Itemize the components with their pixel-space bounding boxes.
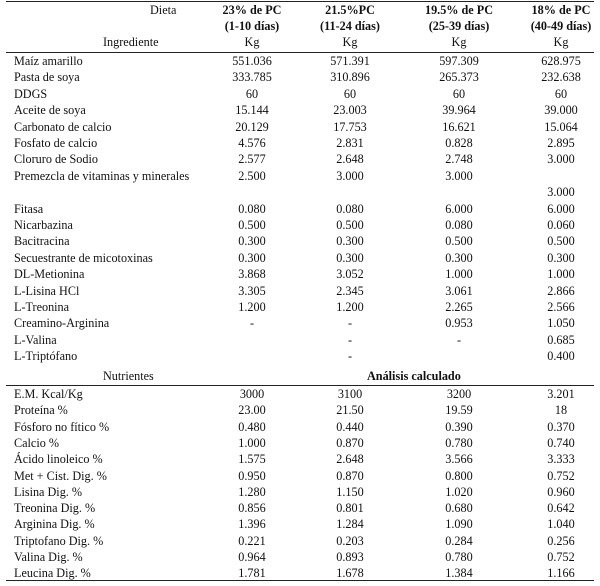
cell-col2: 310.896 <box>330 70 370 85</box>
cell-col2: 0.203 <box>336 533 364 548</box>
row-label: Cloruro de Sodio <box>14 152 98 167</box>
row-label: Ácido linoleico % <box>14 452 103 467</box>
cell-col2: 3100 <box>337 387 363 401</box>
row-label: Maíz amarillo <box>14 54 83 68</box>
cell-col4: 1.050 <box>547 316 575 331</box>
cell-col4: 39.000 <box>544 103 578 118</box>
nutrient-row <box>0 516 600 532</box>
col3-title: 19.5% de PC <box>424 3 494 17</box>
nutrients-label: Nutrientes <box>103 369 154 383</box>
cell-col2: 21.50 <box>336 403 364 418</box>
cell-col2: 2.831 <box>336 136 364 150</box>
row-label: Premezcla de vitaminas y minerales <box>14 168 190 183</box>
cell-col4: 2.895 <box>547 136 575 150</box>
cell-col1: 1.200 <box>238 300 266 314</box>
cell-col4: 232.638 <box>541 70 581 85</box>
col1-title: 23% de PC <box>222 3 282 17</box>
cell-col3: 0.500 <box>445 234 473 249</box>
cell-col3: 39.964 <box>442 103 476 118</box>
cell-col3: 1.000 <box>445 267 473 282</box>
ingredient-row <box>0 86 600 102</box>
cell-col3: 265.373 <box>439 70 479 85</box>
cell-col1: 20.129 <box>235 119 269 134</box>
cell-col4: 0.500 <box>547 234 575 249</box>
row-label: Leucina Dig. % <box>14 566 91 581</box>
cell-col3: 0.953 <box>445 316 473 331</box>
ingrediente-label: Ingrediente <box>103 35 159 49</box>
cell-col3: 597.309 <box>439 54 479 68</box>
cell-col4: 0.256 <box>547 533 575 548</box>
cell-col3: 0.680 <box>445 501 473 516</box>
cell-col4: 18 <box>554 403 568 418</box>
cell-col4: 3.000 <box>547 185 575 200</box>
ingredient-row <box>0 233 600 249</box>
cell-col1: 1.781 <box>238 566 266 581</box>
row-label: Met + Cist. Dig. % <box>14 468 107 483</box>
cell-col4: 2.566 <box>547 300 575 314</box>
cell-col1: 0.080 <box>238 201 266 216</box>
cell-col4: 1.040 <box>547 517 575 532</box>
cell-col2: 2.648 <box>336 152 364 167</box>
cell-col2: 1.284 <box>336 517 364 532</box>
col4-unit: Kg <box>553 35 569 49</box>
col3-range: (25-39 días) <box>428 19 490 33</box>
cell-col3: 0.780 <box>445 435 473 450</box>
ingredient-row <box>0 184 600 200</box>
cell-col3: 0.780 <box>445 550 473 564</box>
cell-col2: 1.200 <box>336 300 364 314</box>
cell-col2: 60 <box>343 86 357 101</box>
row-label: Valina Dig. % <box>14 550 83 564</box>
cell-col2: 3.052 <box>336 267 364 282</box>
cell-col4: 0.370 <box>547 419 575 434</box>
nutrient-row <box>0 500 600 516</box>
cell-col1: 1.000 <box>238 435 266 450</box>
row-label: Fitasa <box>14 201 44 216</box>
cell-col3: 60 <box>452 86 466 101</box>
nutrient-row <box>0 402 600 418</box>
cell-col4: 0.740 <box>547 435 575 450</box>
ingredient-row <box>0 168 600 184</box>
cell-col4: 0.642 <box>547 501 575 516</box>
cell-col3: - <box>456 332 462 347</box>
cell-col1: 1.396 <box>238 517 266 532</box>
cell-col3: 3.061 <box>445 283 473 298</box>
cell-col4: 3.201 <box>547 387 575 401</box>
cell-col2: 0.080 <box>336 201 364 216</box>
row-label: L-Lisina HCl <box>14 283 80 298</box>
cell-col4: 0.752 <box>547 468 575 483</box>
cell-col4: 3.000 <box>547 152 575 167</box>
ingredient-row <box>0 266 600 282</box>
cell-col3: 0.828 <box>445 136 473 150</box>
col1-unit: Kg <box>244 35 260 49</box>
cell-col1: 60 <box>245 86 259 101</box>
nutrient-row <box>0 451 600 467</box>
cell-col3: 16.621 <box>442 119 476 134</box>
row-label: L-Triptófano <box>14 349 78 364</box>
cell-col2: 0.893 <box>336 550 364 564</box>
col4-title: 18% de PC <box>531 3 591 17</box>
nutrient-row <box>0 419 600 435</box>
ingredient-row <box>0 102 600 118</box>
cell-col4: 1.166 <box>547 566 575 581</box>
ingredient-row <box>0 348 600 364</box>
cell-col2: 2.648 <box>336 452 364 467</box>
cell-col1: 0.856 <box>238 501 266 516</box>
col2-unit: Kg <box>342 35 358 49</box>
cell-col1: 333.785 <box>232 70 272 85</box>
ingredient-row <box>0 201 600 217</box>
top-rule <box>6 1 594 2</box>
cell-col3: 0.080 <box>445 218 473 232</box>
cell-col2: 0.801 <box>336 501 364 516</box>
cell-col4: 3.333 <box>547 452 575 467</box>
cell-col3: 3200 <box>446 387 472 401</box>
ingredient-row <box>0 283 600 299</box>
cell-col4: 0.960 <box>547 484 575 499</box>
row-label: L-Valina <box>14 332 57 347</box>
cell-col1: 0.221 <box>238 533 266 548</box>
cell-col1: 0.300 <box>238 234 266 249</box>
row-label: Carbonato de calcio <box>14 119 112 134</box>
nutrient-row <box>0 549 600 565</box>
cell-col1: 3000 <box>239 387 265 401</box>
row-label: E.M. Kcal/Kg <box>14 387 83 401</box>
row-label: Fósforo no fítico % <box>14 419 110 434</box>
row-label: Bacitracina <box>14 234 70 249</box>
cell-col1: 0.300 <box>238 250 266 265</box>
cell-col3: 2.748 <box>445 152 473 167</box>
cell-col1: 15.144 <box>235 103 269 118</box>
row-label: DDGS <box>14 86 48 101</box>
cell-col4: 60 <box>554 86 568 101</box>
row-label: DL-Metionina <box>14 267 85 282</box>
ingredient-row <box>0 299 600 315</box>
dieta-label: Dieta <box>150 3 177 17</box>
cell-col1: 0.500 <box>238 218 266 232</box>
ingredient-row <box>0 53 600 69</box>
cell-col1: 0.480 <box>238 419 266 434</box>
col2-range: (11-24 días) <box>320 19 380 33</box>
cell-col4: 628.975 <box>541 54 581 68</box>
row-label: Arginina Dig. % <box>14 517 95 532</box>
col2-title: 21.5%PC <box>325 3 375 17</box>
cell-col1: 4.576 <box>238 136 266 150</box>
row-label: Nicarbazina <box>14 218 73 232</box>
cell-col3: 2.265 <box>445 300 473 314</box>
cell-col3: 0.800 <box>445 468 473 483</box>
nutrient-row <box>0 386 600 402</box>
ingredient-row <box>0 119 600 135</box>
cell-col2: - <box>347 349 353 364</box>
ingredient-row <box>0 151 600 167</box>
ingredient-row <box>0 69 600 85</box>
cell-col4: 0.300 <box>547 250 575 265</box>
cell-col4: 1.000 <box>547 267 575 282</box>
ingredient-row <box>0 135 600 151</box>
row-label: Proteína % <box>14 403 68 418</box>
cell-col2: 1.150 <box>336 484 364 499</box>
cell-col4: 2.866 <box>547 283 575 298</box>
row-label: Aceite de soya <box>14 103 86 118</box>
bottom-rule <box>6 580 594 581</box>
cell-col1: 0.964 <box>238 550 266 564</box>
cell-col2: - <box>347 332 353 347</box>
cell-col2: 571.391 <box>330 54 370 68</box>
cell-col2: 0.870 <box>336 435 364 450</box>
cell-col2: 0.500 <box>336 218 364 232</box>
row-label: Treonina Dig. % <box>14 501 96 516</box>
cell-col1: 2.577 <box>238 152 266 167</box>
cell-col3: 1.020 <box>445 484 473 499</box>
cell-col1: 23.00 <box>238 403 266 418</box>
cell-col3: 0.390 <box>445 419 473 434</box>
cell-col2: 17.753 <box>333 119 367 134</box>
cell-col1: 3.305 <box>238 283 266 298</box>
cell-col3: 0.300 <box>445 250 473 265</box>
row-label: L-Treonina <box>14 300 70 314</box>
row-label: Fosfato de calcio <box>14 136 98 150</box>
cell-col4: 0.060 <box>547 218 575 232</box>
cell-col3: 3.566 <box>445 452 473 467</box>
cell-col2: 3.000 <box>336 168 364 183</box>
row-label: Pasta de soya <box>14 70 80 85</box>
cell-col4: 15.064 <box>544 119 578 134</box>
cell-col3: 3.000 <box>445 168 473 183</box>
cell-col4: 0.685 <box>547 332 575 347</box>
ingredient-row <box>0 250 600 266</box>
nutrients-header-row <box>0 368 600 384</box>
cell-col4: 0.752 <box>547 550 575 564</box>
cell-col3: 0.284 <box>445 533 473 548</box>
row-label: Creamino-Arginina <box>14 316 110 331</box>
cell-col2: 0.300 <box>336 250 364 265</box>
cell-col1: 3.868 <box>238 267 266 282</box>
ingredient-row <box>0 315 600 331</box>
cell-col1: 0.950 <box>238 468 266 483</box>
calculated-analysis-label: Análisis calculado <box>367 369 461 383</box>
cell-col2: 0.870 <box>336 468 364 483</box>
cell-col2: 23.003 <box>333 103 367 118</box>
cell-col4: 0.400 <box>547 349 575 364</box>
nutrient-row <box>0 484 600 500</box>
col3-unit: Kg <box>451 35 467 49</box>
cell-col2: 0.300 <box>336 234 364 249</box>
nutrient-row <box>0 533 600 549</box>
cell-col3: 1.384 <box>445 566 473 581</box>
cell-col1: - <box>249 316 255 331</box>
cell-col3: 1.090 <box>445 517 473 532</box>
cell-col1: 1.575 <box>238 452 266 467</box>
ingredient-row <box>0 332 600 348</box>
cell-col1: 551.036 <box>232 54 272 68</box>
cell-col3: 19.59 <box>445 403 473 418</box>
row-label: Lisina Dig. % <box>14 484 83 499</box>
cell-col4: 6.000 <box>547 201 575 216</box>
nutrient-row <box>0 468 600 484</box>
cell-col2: 0.440 <box>336 419 364 434</box>
row-label: Calcio % <box>14 435 60 450</box>
cell-col3: 6.000 <box>445 201 473 216</box>
row-label: Secuestrante de micotoxinas <box>14 250 153 265</box>
nutrient-row <box>0 435 600 451</box>
cell-col2: 1.678 <box>336 566 364 581</box>
col1-range: (1-10 días) <box>224 19 280 33</box>
cell-col1: 1.280 <box>238 484 266 499</box>
col4-range: (40-49 días) <box>530 19 592 33</box>
row-label: Triptofano Dig. % <box>14 533 104 548</box>
cell-col1: 2.500 <box>238 168 266 183</box>
cell-col2: 2.345 <box>336 283 364 298</box>
cell-col2: - <box>347 316 353 331</box>
ingredient-row <box>0 217 600 233</box>
